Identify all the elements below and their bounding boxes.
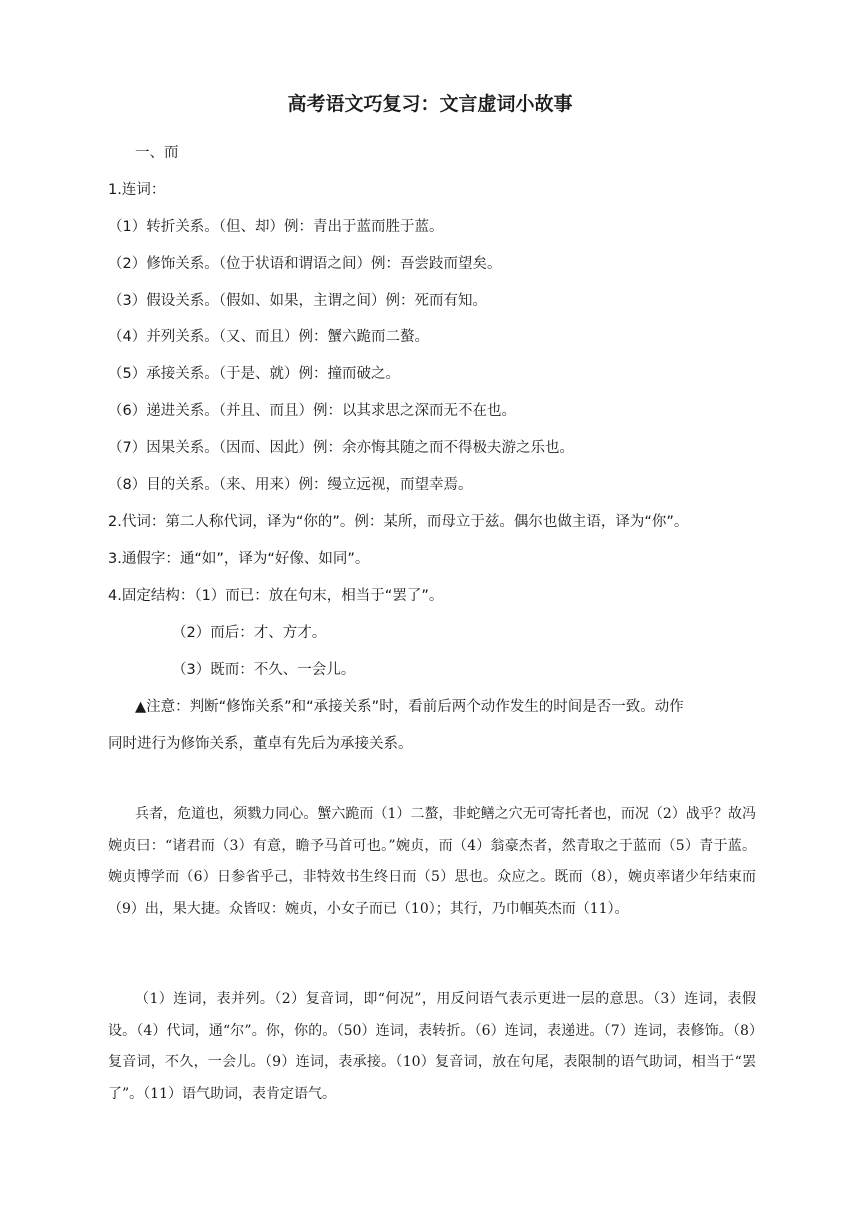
list-item: （3）既而：不久、一会儿。 — [172, 662, 356, 678]
answers-paragraph: （1）连词，表并列。（2）复音词，即“何况”，用反问语气表示更进一层的意思。（3）连词，表假设。（4）代词，通“尔”。你，你的。（50）连词，表转折。（6）连词，表递进。（7）连词，表修饰。（8）复音词，不久，一会儿。（9）连词，表承接。（10）复音词，放在句尾，表限制的语气助词，相当于“罢了”。（11）语气助词，表肯定语气。 — [108, 991, 756, 1102]
note-line: ▲注意：判断“修饰关系”和“承接关系”时，看前后两个动作发生的时间是否一致。动作 — [135, 699, 684, 715]
note-line: 同时进行为修饰关系，董卓有先后为承接关系。 — [108, 736, 413, 752]
list-item: （4）并列关系。（又、而且）例：蟹六跪而二螯。 — [108, 329, 429, 345]
list-item: （1）转折关系。（但、却）例：青出于蓝而胜于蓝。 — [108, 219, 444, 235]
section-heading: 一、而 — [135, 145, 179, 161]
list-item: （7）因果关系。（因而、因此）例：余亦悔其随之而不得极夫游之乐也。 — [108, 440, 574, 456]
list-item: 1.连词： — [108, 182, 166, 198]
page-title: 高考语文巧复习：文言虚词小故事 — [287, 93, 573, 115]
story-paragraph: 兵者，危道也，须戮力同心。蟹六跪而（1）二螯，非蛇鳝之穴无可寄托者也，而况（2）战乎？故冯婉贞曰：“诸君而（3）有意，瞻予马首可也。”婉贞，而（4）翁豪杰者，然青取之于蓝而（5）青于蓝。婉贞博学而（6）日参省乎己，非特效书生终日而（5）思也。众应之。既而（8），婉贞率诸少年结束而（9）出，果大捷。众皆叹：婉贞，小女子而已（10）；其行，乃巾帼英杰而（11）。 — [108, 806, 756, 917]
list-item: 3.通假字：通“如”，译为“好像、如同”。 — [108, 551, 370, 567]
list-item: （3）假设关系。（假如、如果，主谓之间）例：死而有知。 — [108, 293, 487, 309]
list-item: 4.固定结构：（1）而已：放在句末，相当于“罢了”。 — [108, 588, 444, 604]
list-item: （2）修饰关系。（位于状语和谓语之间）例：吾尝跂而望矣。 — [108, 256, 502, 272]
list-item: （5）承接关系。（于是、就）例：撞而破之。 — [108, 366, 400, 382]
list-item: （6）递进关系。（并且、而且）例：以其求思之深而无不在也。 — [108, 403, 516, 419]
list-item: （8）目的关系。（来、用来）例：缦立远视，而望幸焉。 — [108, 477, 473, 493]
list-item: 2.代词：第二人称代词，译为“你的”。例：某所，而母立于兹。偶尔也做主语，译为“你”。 — [108, 514, 689, 530]
list-item: （2）而后：才、方才。 — [172, 625, 327, 641]
